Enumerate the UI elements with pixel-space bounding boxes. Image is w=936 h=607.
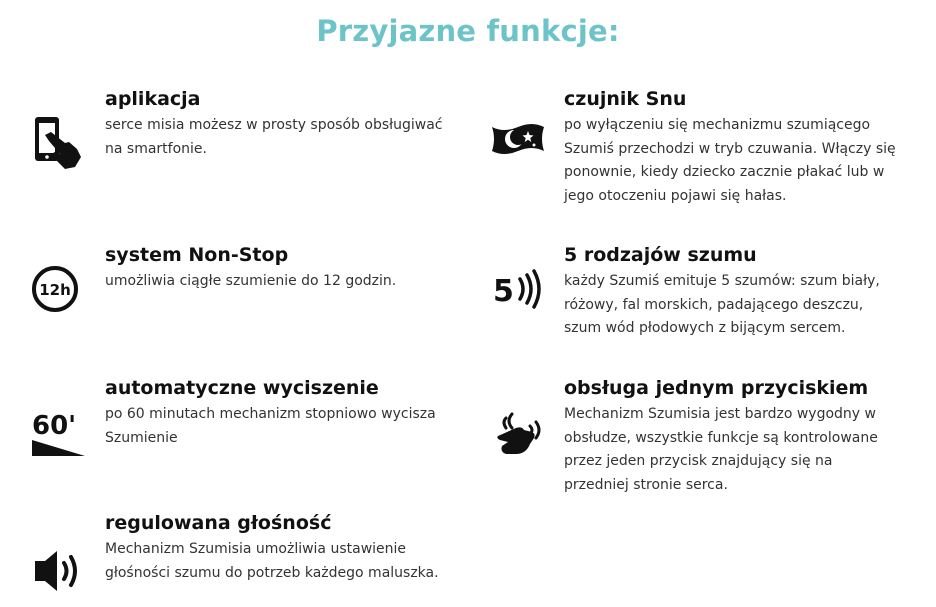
feature-description: po 60 minutach mechanizm stopniowo wycisza Szumienie xyxy=(105,406,436,446)
svg-text:12h: 12h xyxy=(39,281,71,299)
feature-heading: automatyczne wyciszenie xyxy=(105,377,379,399)
feature-heading: system Non-Stop xyxy=(105,244,289,266)
feature-description: każdy Szumiś emituje 5 szumów: szum biały, różowy, fal morskich, padającego deszczu, szum wód płodowych z bijącym sercem. xyxy=(564,273,880,336)
feature-non-stop xyxy=(31,243,471,303)
feature-description: Mechanizm Szumisia umożliwia ustawienie głośności szumu do potrzeb każdego maluszka. xyxy=(105,541,439,581)
feature-description: umożliwia ciągłe szumienie do 12 godzin. xyxy=(105,273,397,289)
five-sound-waves-icon xyxy=(490,261,546,317)
feature-noise-types xyxy=(490,243,930,343)
hand-press-icon xyxy=(490,406,546,462)
smartphone-touch-icon xyxy=(31,115,87,171)
feature-description: Mechanizm Szumisia jest bardzo wygodny w obsłudze, wszystkie funkcje są kontrolowane przez jeden przycisk znajdujący się na przedniej stronie serca. xyxy=(564,406,878,493)
feature-description: serce misia możesz w prosty sposób obsługiwać na smartfonie. xyxy=(105,117,443,157)
svg-text:5: 5 xyxy=(493,274,514,309)
feature-one-button xyxy=(490,376,930,496)
speaker-volume-icon xyxy=(31,543,87,599)
svg-text:60': 60' xyxy=(32,411,77,441)
feature-heading: aplikacja xyxy=(105,88,201,110)
feature-description: po wyłączeniu się mechanizmu szumiącego Szumiś przechodzi w tryb czuwania. Włączy się ponownie, kiedy dziecko zacznie płakać lub w jego otoczeniu pojawi się hałas. xyxy=(564,117,896,204)
feature-sleep-sensor xyxy=(490,87,930,207)
feature-heading: regulowana głośność xyxy=(105,512,332,534)
feature-heading: czujnik Snu xyxy=(564,88,687,110)
timer-60-fade-icon xyxy=(31,406,87,462)
moon-stars-icon xyxy=(490,119,546,175)
page-title: Przyjazne funkcje: xyxy=(316,14,620,48)
feature-app xyxy=(31,87,471,177)
feature-heading: 5 rodzajów szumu xyxy=(564,244,757,266)
feature-auto-silence xyxy=(31,376,471,456)
feature-volume xyxy=(31,511,471,591)
clock-12h-icon xyxy=(31,261,87,317)
feature-heading: obsługa jednym przyciskiem xyxy=(564,377,869,399)
